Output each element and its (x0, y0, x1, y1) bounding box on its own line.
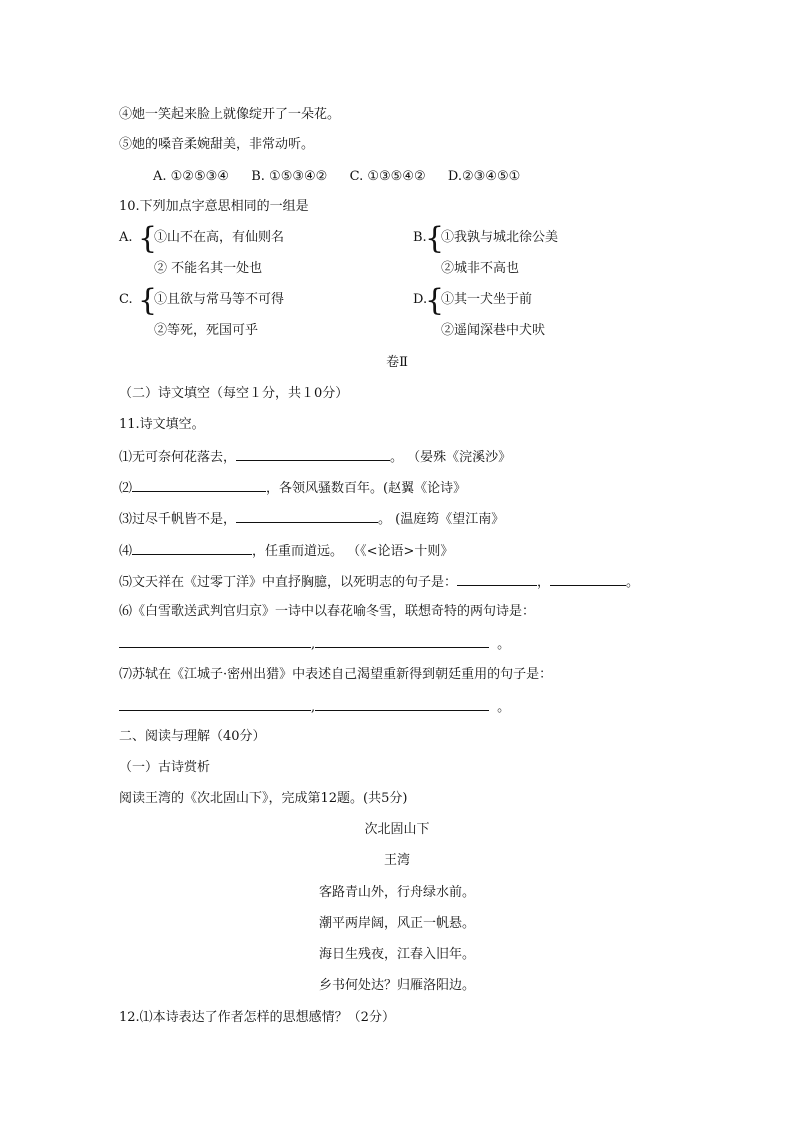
item-text: ⑸文天祥在《过零丁洋》中直抒胸臆，以死明志的句子是： (119, 575, 458, 590)
poem-line: 潮平两岸阔，风正一帆悬。 (318, 916, 475, 931)
brace-icon: { (425, 283, 445, 318)
option-line-2: ②等死，死国可乎 (154, 323, 259, 338)
option-label: B. (413, 230, 427, 245)
separator: , (311, 700, 316, 715)
poem-line: 客路青山外，行舟绿水前。 (318, 885, 475, 900)
item-text: ⑵ (119, 481, 133, 496)
q12-stem: 12.⑴本诗表达了作者怎样的思想感情？（2分） (119, 1010, 395, 1025)
item-text: ⑷ (119, 544, 133, 559)
answer-blank[interactable] (315, 634, 489, 648)
option-label: A. (119, 230, 133, 245)
subsection-title: （一）古诗赏析 (119, 760, 211, 775)
q11-item-3 (119, 509, 504, 529)
brace-icon: { (425, 221, 445, 256)
q11-item-6-answers (119, 634, 510, 654)
q9-sentence-5: ⑤她的嗓音柔婉甜美，非常动听。 (119, 137, 315, 152)
poem-line: 海日生残夜，江春入旧年。 (318, 947, 475, 962)
q9-option-a: A. ①②⑤③④ (153, 169, 229, 184)
answer-blank[interactable] (457, 572, 537, 586)
q11-item-7: ⑺苏轼在《江城子·密州出猎》中表述自己渴望重新得到朝廷重用的句子是： (119, 667, 553, 682)
separator: 。 (497, 637, 511, 652)
q9-options (153, 168, 520, 186)
option-line-2: ②城非不高也 (441, 261, 520, 276)
brace-icon: { (138, 221, 158, 256)
q9-option-d: D.②③④⑤① (447, 169, 521, 184)
answer-blank[interactable] (550, 572, 626, 586)
option-line-2: ②遥闻深巷中犬吠 (441, 323, 546, 338)
q9-sentence-4: ④她一笑起来脸上就像绽开了一朵花。 (119, 107, 341, 122)
option-line-1: ①其一犬坐于前 (441, 292, 533, 307)
option-line-1: ①山不在高，有仙则名 (154, 230, 285, 245)
q9-option-b: B. ①⑤③④② (251, 169, 328, 184)
item-text: ⑶过尽千帆皆不是， (119, 512, 237, 527)
q11-item-1 (119, 447, 511, 467)
option-line-2: ② 不能名其一处也 (154, 261, 263, 276)
q11-item-5 (119, 572, 639, 592)
poem-title: 次北固山下 (364, 822, 430, 837)
item-source: ，各领风骚数百年。(赵翼《论诗》 (266, 481, 467, 496)
q11-item-7-answers (119, 697, 510, 717)
poem-line: 乡书何处达？归雁洛阳边。 (318, 978, 475, 993)
answer-blank[interactable] (132, 541, 252, 555)
option-label: C. (119, 292, 133, 307)
q11-item-4 (119, 541, 453, 561)
separator: , (311, 637, 316, 652)
answer-blank[interactable] (119, 697, 311, 711)
item-source: 。 (温庭筠《望江南》 (378, 512, 505, 527)
q11-item-6: ⑹《白雪歌送武判官归京》一诗中以春花喻冬雪，联想奇特的两句诗是： (119, 604, 536, 619)
reading-intro: 阅读王湾的《次北固山下》，完成第12题。(共5分) (119, 791, 408, 806)
answer-blank[interactable] (315, 697, 489, 711)
q11-item-2 (119, 478, 466, 498)
poem-author: 王湾 (383, 853, 410, 868)
q11-stem: 11.诗文填空。 (119, 417, 205, 432)
volume-heading: 卷Ⅱ (386, 355, 408, 370)
answer-blank[interactable] (132, 478, 266, 492)
brace-icon: { (138, 283, 158, 318)
section-title: （二）诗文填空（每空１分，共１0分） (119, 386, 349, 401)
separator: 。 (626, 575, 640, 590)
item-text: ⑴无可奈何花落去， (119, 450, 237, 465)
q9-option-c: C. ①③⑤④② (349, 169, 426, 184)
separator: ， (537, 575, 551, 590)
answer-blank[interactable] (119, 634, 311, 648)
option-line-1: ①且欲与常马等不可得 (154, 292, 285, 307)
q10-stem: 10.下列加点字意思相同的一组是 (119, 199, 309, 214)
answer-blank[interactable] (236, 509, 378, 523)
part-title: 二、阅读与理解（40分） (119, 729, 266, 744)
item-source: 。 （晏殊《浣溪沙》 (390, 450, 512, 465)
separator: 。 (497, 700, 511, 715)
answer-blank[interactable] (236, 447, 390, 461)
item-source: ，任重而道远。 （《<论语>十则》 (252, 544, 454, 559)
option-line-1: ①我孰与城北徐公美 (441, 230, 559, 245)
option-label: D. (413, 292, 428, 307)
